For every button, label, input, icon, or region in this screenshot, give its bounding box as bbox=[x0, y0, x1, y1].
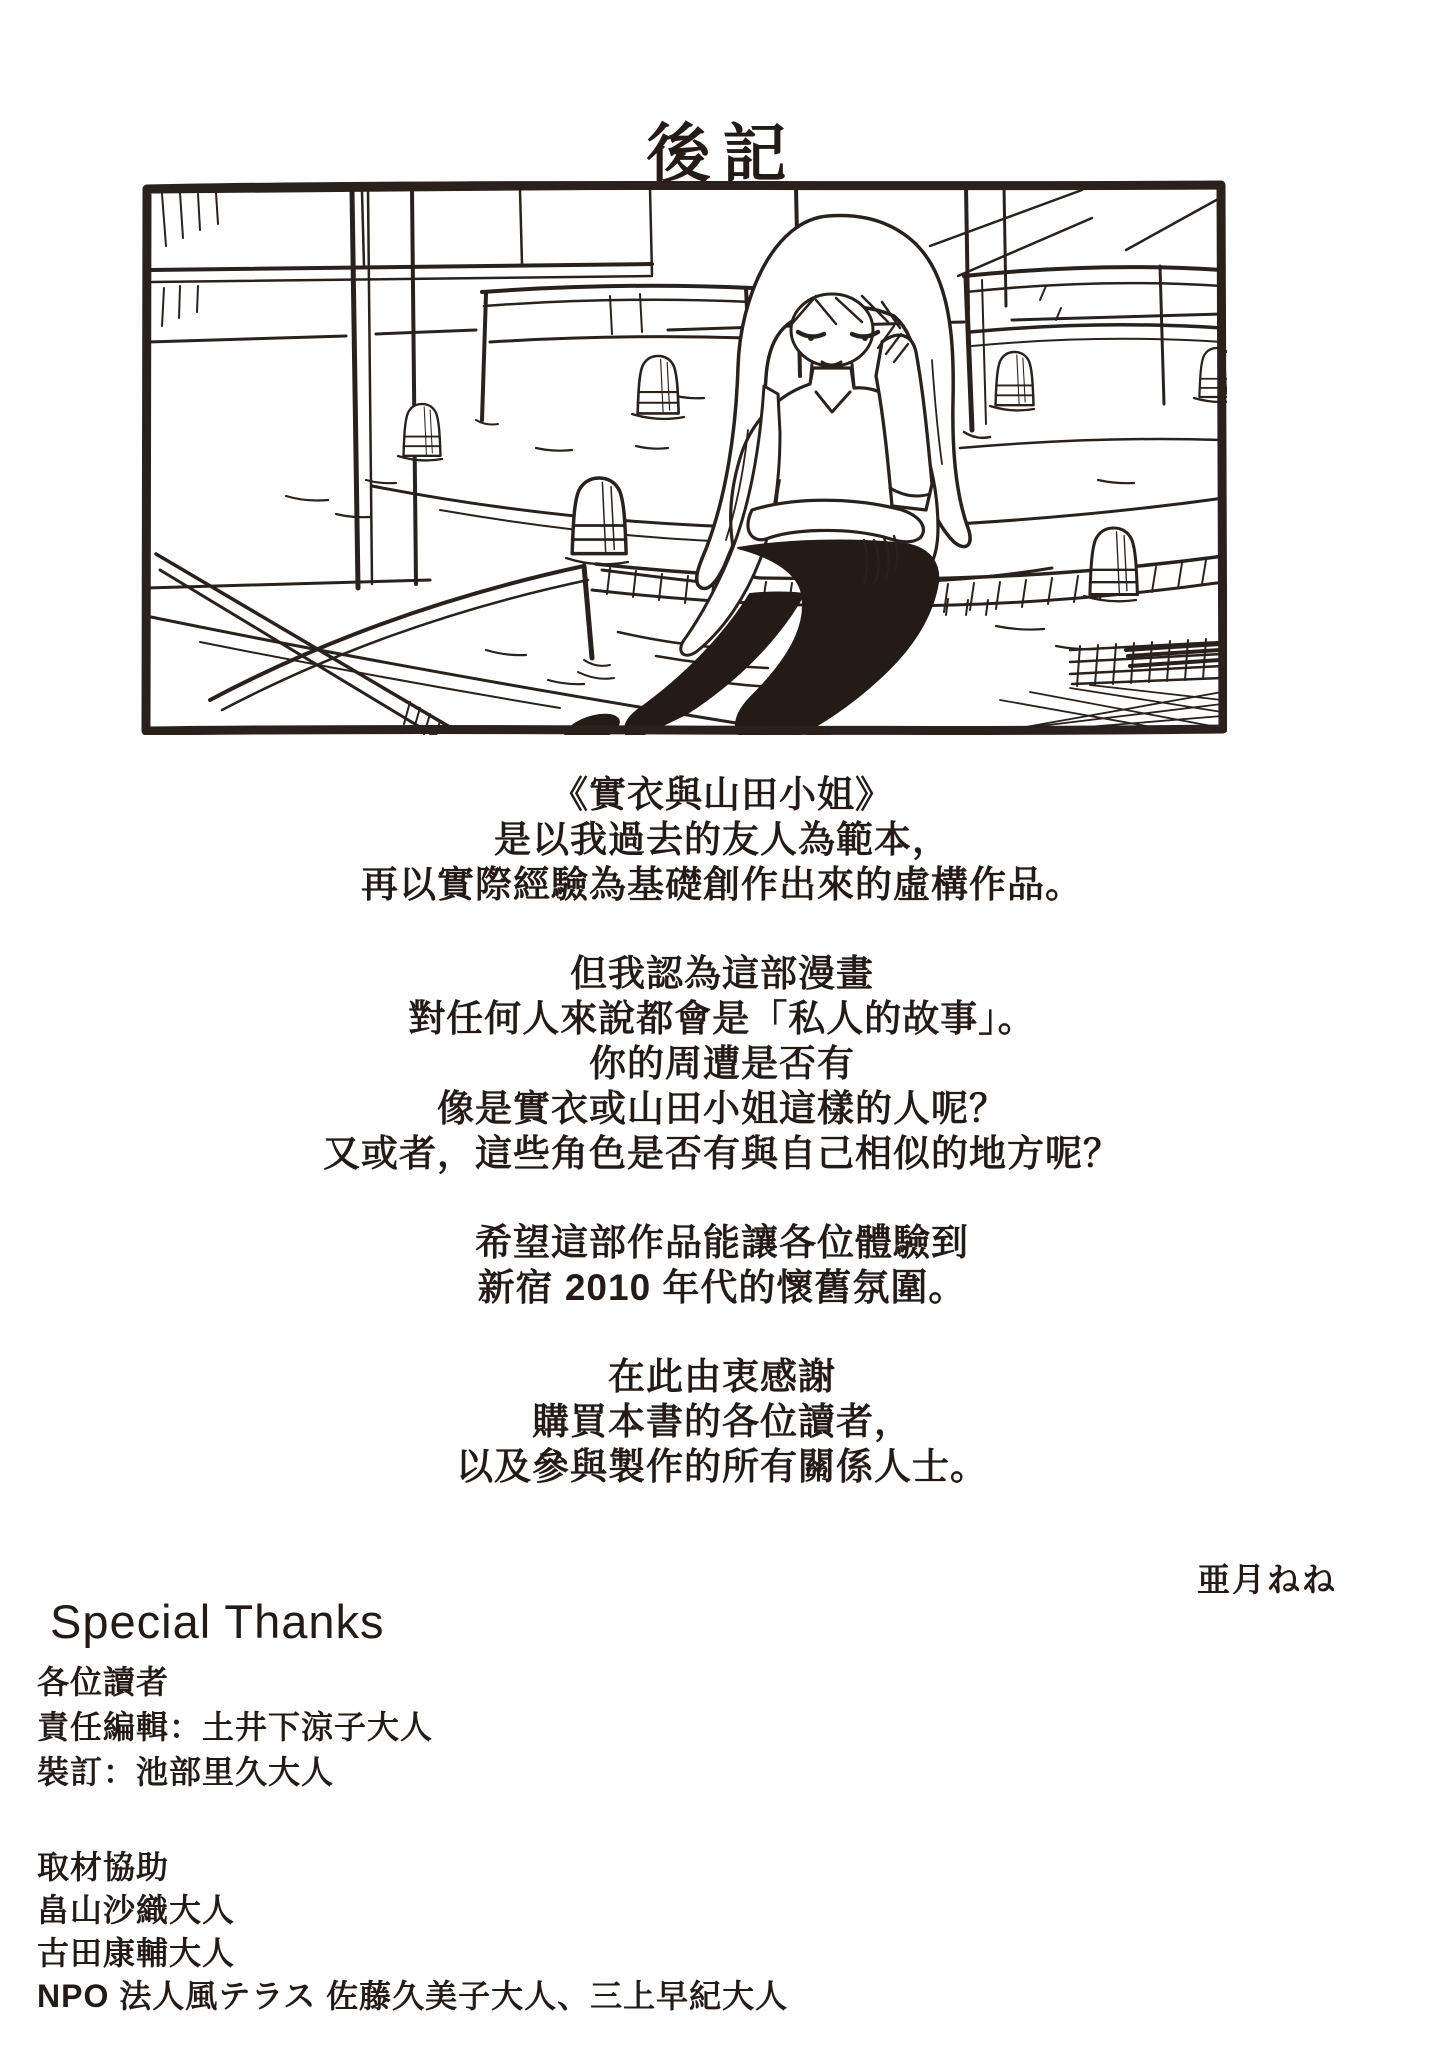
afterword-line: 對任何人來說都會是「私人的故事」。 bbox=[408, 998, 1036, 1039]
credit-line: NPO 法人風テラス 佐藤久美子大人、三上早紀大人 bbox=[37, 1978, 789, 2014]
credit-line: 各位讀者 bbox=[37, 1664, 170, 1700]
afterword-illustration bbox=[140, 180, 1227, 735]
afterword-line: 希望這部作品能讓各位體驗到 bbox=[475, 1222, 969, 1263]
credit-line: 畠山沙織大人 bbox=[37, 1892, 236, 1928]
afterword-paragraph bbox=[62, 772, 1382, 907]
afterword-line: 像是實衣或山田小姐這樣的人呢？ bbox=[437, 1088, 1007, 1129]
afterword-paragraph bbox=[62, 1354, 1382, 1489]
page-title: 後記 bbox=[646, 117, 799, 190]
afterword-line: 購買本書的各位讀者， bbox=[532, 1401, 912, 1442]
afterword-line: 新宿 2010 年代的懷舊氛圍。 bbox=[477, 1267, 967, 1308]
credit-line: 古田康輔大人 bbox=[37, 1935, 236, 1971]
credits-readers-staff bbox=[37, 1660, 433, 1795]
credits-research-help bbox=[37, 1846, 788, 2018]
afterword-line: 以及參與製作的所有關係人士。 bbox=[456, 1446, 988, 1487]
afterword-line: 但我認為這部漫畫 bbox=[570, 953, 874, 994]
special-thanks-heading: Special Thanks bbox=[50, 1595, 385, 1648]
afterword-paragraph bbox=[62, 1220, 1382, 1310]
credit-line: 裝訂：池部里久大人 bbox=[37, 1754, 335, 1790]
author-signature: 亜月ねね bbox=[1197, 1561, 1337, 1598]
afterword-line: 再以實際經驗為基礎創作出來的虛構作品。 bbox=[361, 864, 1083, 905]
afterword-line: 你的周遭是否有 bbox=[589, 1043, 855, 1084]
afterword-line: 又或者，這些角色是否有與自己相似的地方呢？ bbox=[323, 1133, 1121, 1174]
park-sketch-svg bbox=[140, 180, 1227, 735]
afterword-paragraph bbox=[62, 951, 1382, 1176]
credit-line: 責任編輯：土井下涼子大人 bbox=[37, 1709, 434, 1745]
afterword-line: 在此由衷感謝 bbox=[608, 1356, 836, 1397]
credit-line: 取材協助 bbox=[37, 1849, 170, 1885]
afterword-line: 《實衣與山田小姐》 bbox=[551, 774, 893, 815]
afterword-line: 是以我過去的友人為範本， bbox=[494, 819, 950, 860]
afterword-text bbox=[62, 772, 1382, 1489]
